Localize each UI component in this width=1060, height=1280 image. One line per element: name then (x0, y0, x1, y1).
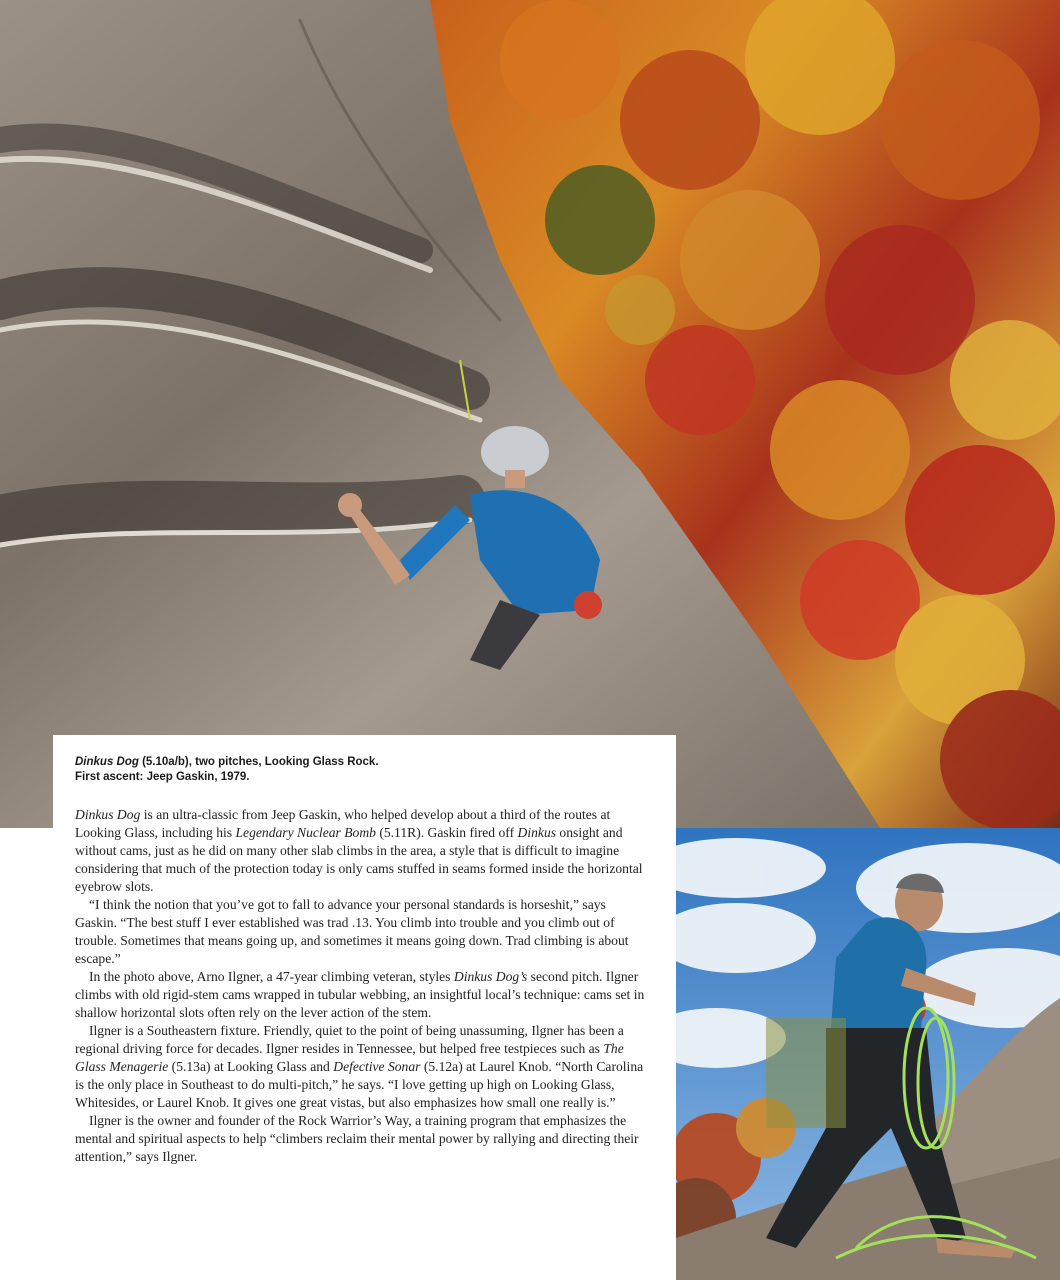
p1-text-b: (5.11R). Gaskin fired off (375, 825, 518, 840)
p1-route-name-2: Legendary Nuclear Bomb (235, 825, 376, 840)
article-paragraph-2: “I think the notion that you’ve got to fall to advance your personal standards is horseshit,” says Gaskin. “The best stuff I ever established was trad .13. You climb into trouble and you climb out of trouble. Sometimes that means going up, and sometimes it means going down. Trad climbing is about escape.” (75, 897, 629, 966)
p1-text-c: onsight and without cams, just as he did on many other slab climbs in the area, a style that is difficult to imagine considering that much of the protection today is only cams stuffed in seams formed inside the horizontal eyebrow slots. (75, 825, 643, 894)
article-paragraph-4 (75, 1022, 645, 1112)
article-text-panel (53, 735, 676, 1280)
p1-route-name-3: Dinkus (517, 825, 557, 840)
article-paragraph-5: Ilgner is the owner and founder of the Rock Warrior’s Way, a training program that emphasizes the mental and spiritual aspects to help “climbers reclaim their mental power by rallying and directing their attention,” says Ilgner. (75, 1113, 639, 1164)
p4-text-c: (5.12a) at Laurel Knob. “North Carolina is the only place in Southeast to do multi-pitch,” he says. “I love getting up high on Looking Glass, Whitesides, or Laurel Knob. It gives one great vistas, but also emphasizes how small one really is.” (75, 1059, 644, 1110)
p1-text-a: is an ultra-classic from Jeep Gaskin, who helped develop about a third of the routes at Looking Glass, including his (75, 807, 611, 840)
caption-first-ascent: First ascent: Jeep Gaskin, 1979. (75, 771, 250, 783)
article-paragraph-1 (75, 806, 645, 896)
p4-text-a: Ilgner is a Southeastern fixture. Friendly, quiet to the point of being unassuming, Ilgner has been a regional driving force for decades. Ilgner resides in Tennessee, but helped free testpieces such as (75, 1023, 624, 1056)
p1-route-name: Dinkus Dog (75, 807, 141, 822)
inset-photo-illustration (676, 828, 1060, 1280)
caption-route-details: (5.10a/b), two pitches, Looking Glass Rock. (138, 756, 379, 768)
article-body (75, 806, 645, 1166)
p3-route-name: Dinkus Dog’s (453, 969, 528, 984)
caption-route-name: Dinkus Dog (75, 756, 139, 768)
p4-route-name-2: Defective Sonar (333, 1059, 421, 1074)
caption-line-route (75, 755, 635, 770)
p4-text-b: (5.13a) at Looking Glass and (168, 1059, 334, 1074)
photo-caption (75, 755, 635, 785)
inset-photo (676, 828, 1060, 1280)
p3-text-b: second pitch. Ilgner climbs with old rigid-stem cams wrapped in tubular webbing, an insightful local’s technique: cams set in shallow horizontal slots often rely on the lever action of the stem. (75, 969, 645, 1020)
p4-route-name: The Glass Menagerie (75, 1041, 624, 1074)
p3-text-a: In the photo above, Arno Ilgner, a 47-year climbing veteran, styles (89, 969, 454, 984)
article-paragraph-3 (75, 968, 645, 1022)
